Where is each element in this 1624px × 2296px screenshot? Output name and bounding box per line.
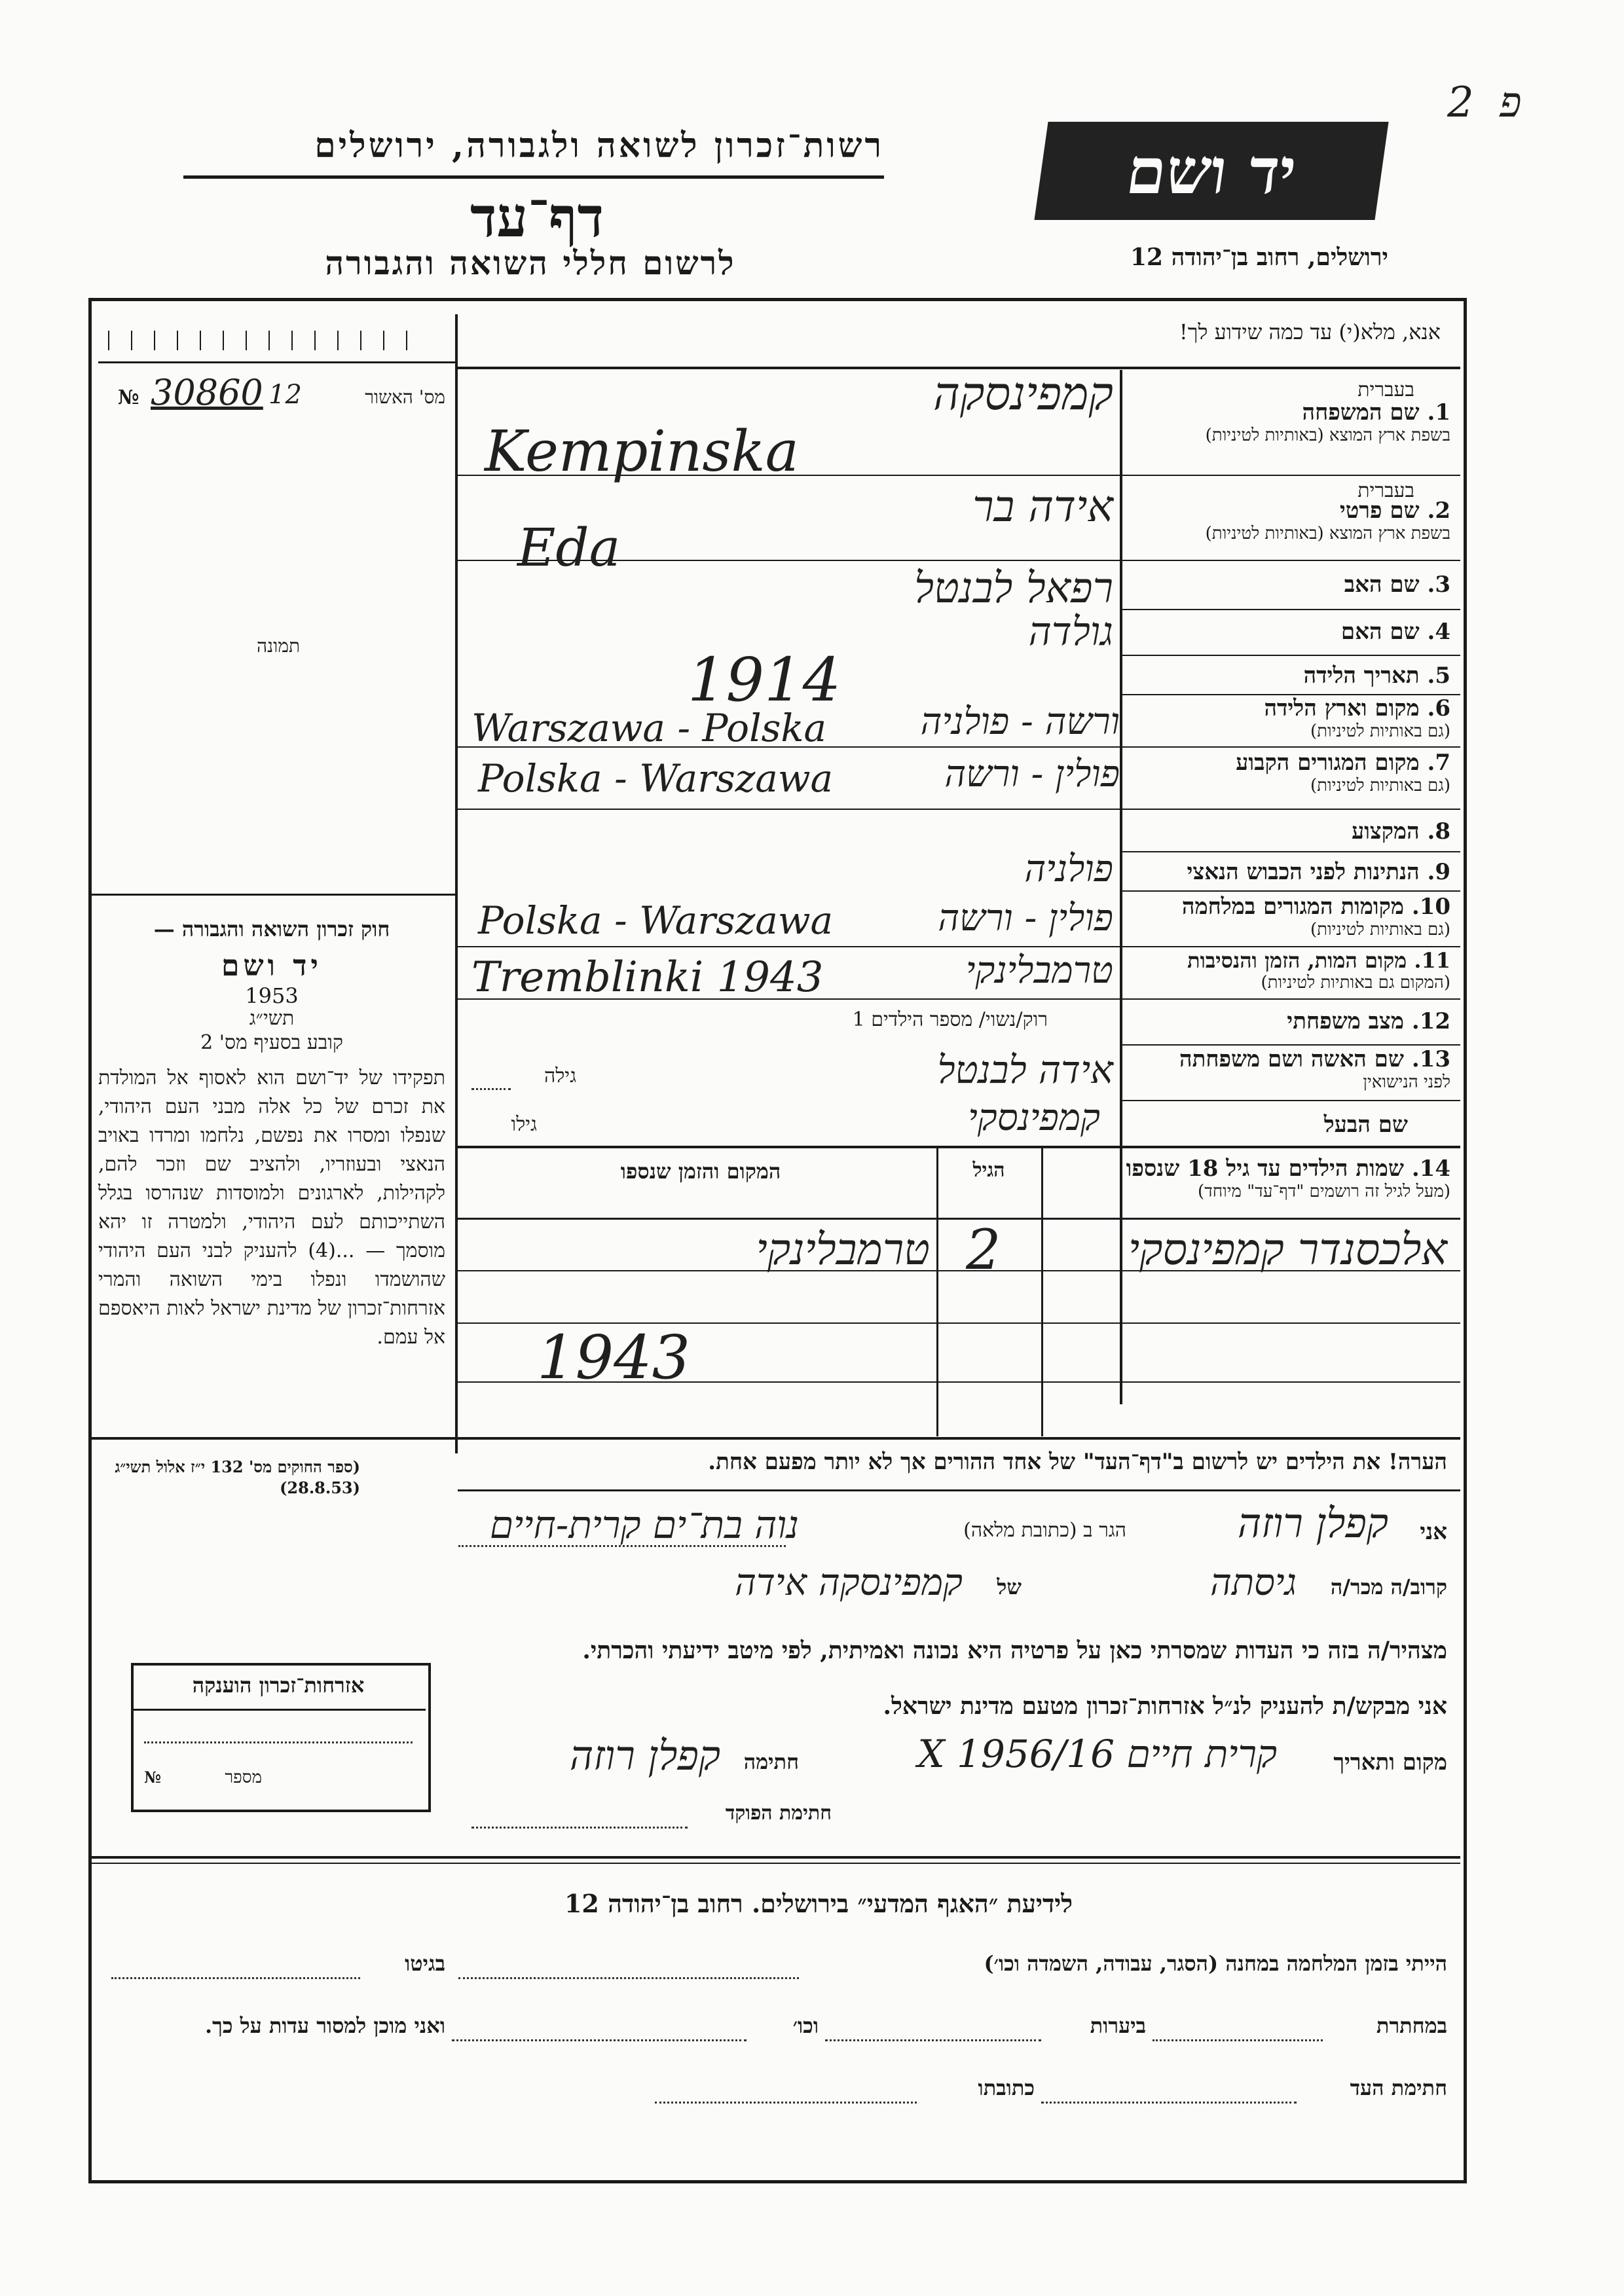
citizenship-dots-1 <box>144 1741 413 1743</box>
field-1-sub: בשפת ארץ המוצא (באותיות לטיניות) <box>1205 426 1450 445</box>
address: ירושלים, רחוב בן־יהודה 12 <box>1130 244 1388 271</box>
birth-date: 1914 <box>688 645 841 715</box>
vrule-5 <box>458 946 1120 947</box>
field-8-text: המקצוע <box>1351 818 1420 845</box>
vrule-4 <box>458 809 1120 810</box>
field-3-label <box>1126 572 1450 598</box>
children-header-rule <box>458 1218 1460 1220</box>
husband-age-label: גילו <box>511 1113 537 1136</box>
field-6-text: מקום וארץ הלידה <box>1264 695 1420 721</box>
rule-6 <box>1122 746 1460 748</box>
children-note: הערה! את הילדים יש לרשום ב"דף־העד" של אחד ההורים אך לא יותר מפעם אחת. <box>708 1449 1447 1475</box>
footer-line2-b: ביערות <box>1090 2013 1146 2038</box>
husband-label: שם הבעל <box>1323 1112 1408 1138</box>
field-9-text: הנתינות לפני הכבוש הנאצי <box>1187 859 1420 885</box>
field-13-label <box>1126 1046 1450 1092</box>
field-13-num: 13. <box>1411 1046 1450 1072</box>
child-place: טרמבלינקי <box>756 1224 930 1275</box>
field-13-sub: לפני הנישואין <box>1363 1072 1450 1092</box>
field-2-hebrew-tag: בעברית <box>1357 479 1414 502</box>
wife-name: אידה לבנטל <box>937 1048 1113 1092</box>
citizenship-number-prefix: № <box>144 1768 162 1787</box>
law-name: יד ושם <box>221 949 322 983</box>
birthplace-latin: Warszawa - Polska <box>471 706 827 750</box>
footer-line2-dots-c <box>452 2039 747 2041</box>
footer-line1-dots-a <box>458 1977 799 1979</box>
field-11-label <box>1126 948 1450 993</box>
marital-status: רוק/נשוי/ מספר הילדים 1 <box>852 1008 1048 1031</box>
field-7-num: 7. <box>1427 750 1450 776</box>
firstname-latin: Eda <box>517 517 621 578</box>
declarant-address-label: הגר ב (כתובת מלאה) <box>963 1519 1126 1542</box>
footer-line3-dots-b <box>655 2102 917 2104</box>
field-10-sub: (גם באותיות לטיניות) <box>1310 920 1450 939</box>
field-11-sub: (המקום גם באותיות לטיניות) <box>1261 973 1450 993</box>
approval-label: מס' האשור <box>365 386 445 408</box>
children-label <box>1048 1156 1450 1201</box>
field-5-num: 5. <box>1427 663 1450 689</box>
request-text: אני מבקש/ת להעניק לנ״ל אזרחות־זכרון מטעם מדינת ישראל. <box>883 1692 1447 1720</box>
sidebar-divider <box>455 314 458 1453</box>
field-8-label <box>1126 818 1450 845</box>
field-1-text: שם המשפחה <box>1302 399 1420 426</box>
footer-line3-b: כתובתו <box>978 2075 1035 2100</box>
declarant-address: נוה בת־ים קרית-חיים <box>489 1503 799 1547</box>
rule-11 <box>1122 998 1460 1000</box>
children-bottom-rule <box>88 1437 1460 1440</box>
form-title: דף־עד <box>470 185 604 249</box>
children-age-header: הגיל <box>972 1159 1005 1182</box>
signature-value: קפלן רוזה <box>569 1732 720 1779</box>
field-11-text: מקום המות, הזמן והנסיבות <box>1187 948 1407 973</box>
logo-text: יד ושם <box>1122 134 1301 208</box>
footer-title: לידיעת ״האגף המדעי״ בירושלים. רחוב בן־יהודה 12 <box>564 1889 1073 1918</box>
field-10-label <box>1126 894 1450 939</box>
approval-suffix: 12 <box>268 380 302 410</box>
form-subtitle: לרשום חללי השואה והגבורה <box>325 244 736 282</box>
law-year: 1953 <box>245 983 299 1008</box>
field-10-text: מקומות המגורים במלחמה <box>1181 894 1404 920</box>
org-underline <box>183 175 884 179</box>
field-2-num: 2. <box>1427 498 1450 524</box>
wife-age-label: גילה <box>544 1065 576 1087</box>
law-body: תפקידו של יד־ושם הוא לאסוף אל המולדת את זכרם של כל אלה מבני העם היהודי, שנפלו ומסרו את נפשם, נלחמו ומרדו באויב הנאצי ובעוזריו, ולהציב שם וזכר להם, לקהילות, לארגונים ולמוסדות שנהרסו בגלל השתייכותם לעם היהודי, ולמטרה זו יהא מוסמך — ...(4) להעניק לבני העם היהודי שהושמדו ונפלו בימי השואה והמרי אזרחות־זכרון של מדינת ישראל לאות היאספם אל עמם. <box>98 1066 445 1349</box>
rule-2 <box>1122 560 1460 561</box>
wartime-residence-hebrew: פולין - ורשה <box>938 897 1113 939</box>
declarant-name: קפלן רוזה <box>1237 1499 1388 1547</box>
rule-14 <box>1122 1146 1460 1148</box>
wartime-residence-latin: Polska - Warszawa <box>478 898 834 943</box>
instruction: אנא, מלא(י) עד כמה שידוע לך! <box>1179 319 1441 344</box>
death-place-hebrew: טרמבלינקי <box>965 949 1113 992</box>
field-3-text: שם האב <box>1344 572 1420 598</box>
citizenship-value: פולניה <box>1024 848 1113 890</box>
of-label: של <box>997 1575 1022 1599</box>
field-12-label <box>1126 1008 1450 1034</box>
footer-line2-d: ואני מוכן למסור עדות על כך. <box>204 2013 445 2038</box>
residence-hebrew: פולין - ורשה <box>944 753 1120 795</box>
field-5-label <box>1126 663 1450 689</box>
field-4-num: 4. <box>1427 619 1450 645</box>
footer-line2-a: במחתרת <box>1376 2013 1447 2038</box>
surname-hebrew: קמפינסקה <box>932 367 1113 420</box>
birthplace-hebrew: ורשה - פולניה <box>920 701 1120 743</box>
footer-line1-b: בגיטו <box>405 1951 445 1976</box>
surname-latin: Kempinska <box>485 419 799 484</box>
child-name: אלכסנדר קמפינסקי <box>1128 1224 1447 1275</box>
field-10-num: 10. <box>1411 894 1450 920</box>
children-sub: (מעל לגיל זה רושמים "דף־עד" מיוחד) <box>1198 1182 1450 1201</box>
rule-8 <box>1122 851 1460 852</box>
field-1-label <box>1126 399 1450 445</box>
rule-1 <box>1122 475 1460 476</box>
citizenship-number-label: מספר <box>225 1768 262 1787</box>
place-date-label: מקום ותאריך <box>1333 1749 1447 1776</box>
footer-line1-a: הייתי בזמן המלחמה במחנה (הסגר, עבודה, השמדה וכו׳) <box>984 1951 1447 1976</box>
field-5-text: תאריך הלידה <box>1303 663 1420 689</box>
approval-ticks <box>108 331 449 353</box>
approval-prefix: № <box>118 386 139 409</box>
field-12-num: 12. <box>1411 1008 1450 1034</box>
approval-number: 30860 <box>151 372 263 413</box>
field-1-num: 1. <box>1427 399 1450 426</box>
field-2-text: שם פרטי <box>1339 498 1420 524</box>
official-label: חתימת הפוקד <box>725 1802 832 1825</box>
father-name: רפאל לבנטל <box>914 564 1113 613</box>
footer-line3-a: חתימת העד <box>1350 2075 1447 2100</box>
footer-rule-2 <box>91 1863 1460 1864</box>
children-col-divider-1 <box>1041 1148 1043 1436</box>
law-year-hebrew: תשי״ג <box>249 1007 295 1030</box>
photo-label: תמונה <box>256 635 301 657</box>
children-place-header: המקום והזמן שנספו <box>620 1159 781 1184</box>
sidebar-top-rule <box>91 894 455 896</box>
field-11-num: 11. <box>1414 948 1450 973</box>
husband-name: קמפינסקי <box>968 1097 1100 1139</box>
field-1-hebrew-tag: בעברית <box>1357 378 1414 401</box>
death-place-latin: Tremblinki 1943 <box>471 953 824 1002</box>
field-13-text: שם האשה ושם משפחתה <box>1179 1046 1404 1072</box>
rule-9 <box>1122 890 1460 892</box>
field-3-num: 3. <box>1427 572 1450 598</box>
citizenship-title-rule <box>134 1709 426 1711</box>
field-2-sub: בשפת ארץ המוצא (באותיות לטיניות) <box>1205 524 1450 543</box>
rule-12 <box>1122 1044 1460 1046</box>
field-2-label <box>1126 498 1450 543</box>
note-rule <box>458 1489 1460 1491</box>
field-9-label <box>1126 859 1450 885</box>
mother-name: גולדה <box>1028 609 1113 655</box>
footer-line3-dots-a <box>1041 2102 1297 2104</box>
page-mark: 2 <box>1447 79 1474 127</box>
child-year: 1943 <box>537 1322 691 1393</box>
footer-line2-dots-a <box>1153 2039 1323 2041</box>
rule-3 <box>1122 609 1460 610</box>
field-6-num: 6. <box>1427 695 1450 721</box>
corner-mark: פ <box>1500 79 1522 127</box>
child-age: 2 <box>966 1218 1001 1282</box>
field-4-label <box>1126 619 1450 645</box>
footer-rule <box>91 1856 1460 1859</box>
vrule-7 <box>458 1146 1120 1148</box>
yad-vashem-logo <box>1034 122 1388 220</box>
field-9-num: 9. <box>1427 859 1450 885</box>
signature-label: חתימה <box>743 1749 799 1774</box>
official-dots <box>471 1827 688 1829</box>
children-text: שמות הילדים עד גיל 18 שנספו <box>1126 1156 1404 1182</box>
law-clause: קובע בסעיף מס' 2 <box>200 1031 343 1054</box>
declarant-address-dots <box>458 1545 786 1547</box>
children-col-divider-2 <box>936 1148 938 1436</box>
citizenship-title: אזרחות־זכרון הוענקה <box>192 1673 365 1698</box>
firstname-hebrew: אידה בר <box>972 481 1113 532</box>
rule-7 <box>1122 809 1460 810</box>
field-6-sub: (גם באותיות לטיניות) <box>1310 721 1450 741</box>
place-date-value: קרית חיים 16/X 1956 <box>917 1732 1277 1776</box>
residence-latin: Polska - Warszawa <box>478 756 834 801</box>
relation-value: גיסתה <box>1210 1561 1297 1604</box>
rule-10 <box>1122 946 1460 947</box>
field-7-text: מקום המגורים הקבוע <box>1236 750 1420 776</box>
rule-13 <box>1122 1100 1460 1101</box>
field-8-num: 8. <box>1427 818 1450 845</box>
rule-4 <box>1122 655 1460 656</box>
field-7-label <box>1126 750 1450 795</box>
wife-age-dots <box>471 1088 511 1090</box>
org-line: רשות־זכרון לשואה ולגבורה, ירושלים <box>314 126 884 166</box>
declaration-text: מצהיר/ה בזה כי העדות שמסרתי כאן על פרטיה היא נכונה ואמיתית, לפי מיטב ידיעתי והכרתי. <box>582 1637 1447 1664</box>
children-num: 14. <box>1411 1156 1450 1182</box>
footer-line2-c: וכו׳ <box>792 2013 819 2038</box>
law-title: חוק זכרון השואה והגבורה — <box>153 917 390 941</box>
declarant-ani: אני <box>1420 1519 1447 1545</box>
field-4-text: שם האם <box>1340 619 1420 645</box>
field-6-label <box>1126 695 1450 741</box>
footer-line1-dots-b <box>111 1977 360 1979</box>
of-value: קמפינסקה אידה <box>735 1561 963 1604</box>
field-12-text: מצב משפחתי <box>1287 1008 1404 1034</box>
law-source: (ספר החוקים מס' 132 י״ז אלול תשי״ג (28.8.53) <box>115 1457 360 1497</box>
approval-tick-base <box>98 361 455 363</box>
field-7-sub: (גם באותיות לטיניות) <box>1310 776 1450 795</box>
footer-line2-dots-b <box>825 2039 1041 2041</box>
relation-label: קרוב/ה מכר/ה <box>1330 1575 1447 1599</box>
